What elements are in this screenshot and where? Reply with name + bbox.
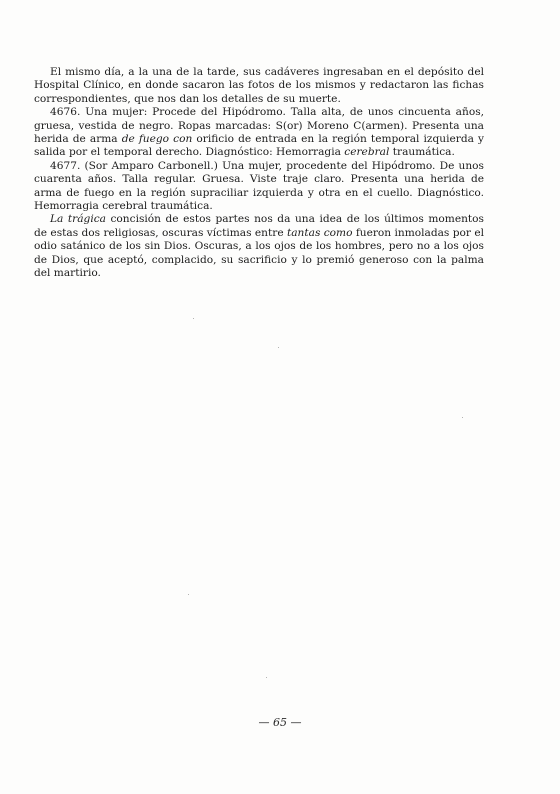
text-segment: traumática. [389,146,455,159]
page-number: — 65 — [258,716,302,729]
text-segment: orificio de entrada en la región temporal izquierda y salida por el temporal derecho. Diagnóstico: Hemorragia [34,133,485,159]
paper-speck [266,677,267,678]
paper-speck [278,347,279,348]
body-text [34,66,484,281]
paragraph-record-4676 [34,106,484,160]
text-segment: concisión de estos partes nos da una idea de los últimos momentos de estas dos religiosas, oscuras víctimas entre [34,213,484,239]
paper-speck [188,594,189,595]
text-segment: 4676. Una mujer: Procede del Hipódromo. Talla alta, de unos cincuenta años, gruesa, vestida de negro. Ropas marcadas: S(or) Moreno C(armen). Presenta una herida de arma [34,106,484,146]
paragraph-record-4677 [34,160,484,214]
italic-text-segment: tantas como [286,226,353,239]
italic-text-segment: cerebral [344,146,390,159]
paragraph-hospital-arrival [34,66,484,106]
italic-text-segment: La trágica [50,213,106,226]
text-segment: 4677. (Sor Amparo Carbonell.) Una mujer, procedente del Hipódromo. De unos cuarenta años. Talla regular. Gruesa. Viste traje claro. Presenta una herida de arma de fuego en la región supraciliar izquierda y otra en el cuello. Diagnóstico. Hemorragia cerebral traumática. [34,159,484,213]
text-segment: El mismo día, a la una de la tarde, sus cadáveres ingresaban en el depósito del Hospital Clínico, en donde sacaron las fotos de los mismos y redactaron las fichas correspondientes, que nos dan los detalles de su muerte. [34,66,484,105]
paper-speck [462,417,463,418]
text-segment: fueron inmoladas por el odio satánico de los sin Dios. Oscuras, a los ojos de los hombres, pero no a los ojos de Dios, que aceptó, complacido, su sacrificio y lo premió generoso con la palma del martirio. [34,226,484,280]
paper-speck [193,318,194,319]
paragraph-conclusion [34,213,484,280]
italic-text-segment: de fuego con [121,133,193,146]
